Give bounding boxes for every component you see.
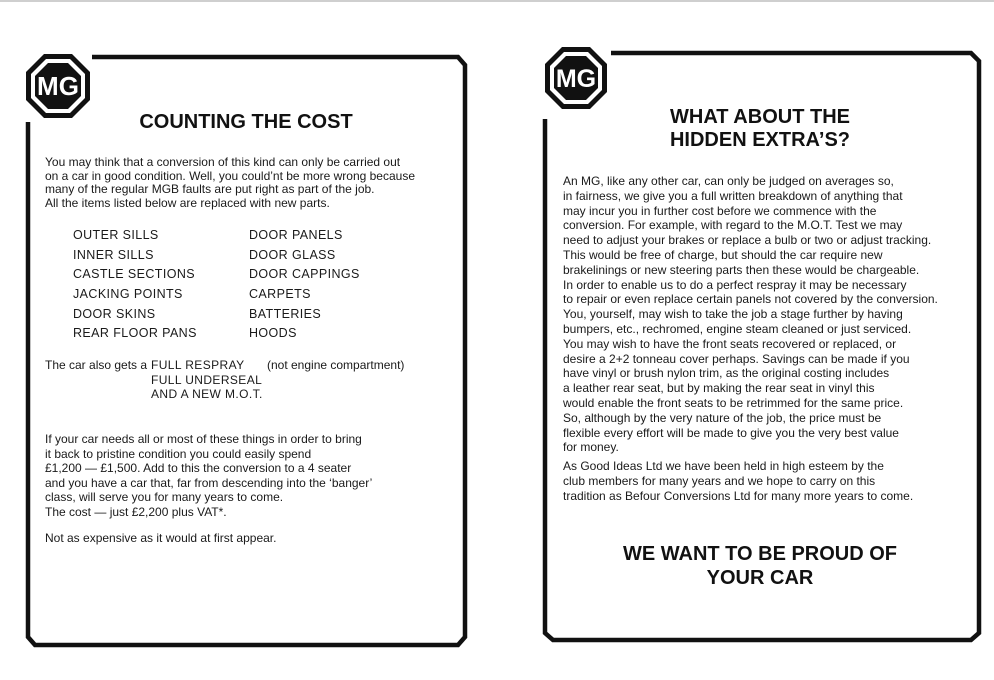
also-item: FULL UNDERSEAL	[151, 372, 263, 387]
parts-column-right	[249, 226, 360, 344]
text-line: flexible every effort will be made to give you the very best value	[563, 425, 899, 440]
text-line: and you have a car that, far from descending into the ‘banger’	[45, 475, 373, 490]
list-item: BATTERIES	[249, 306, 322, 321]
text-line: £1,200 — £1,500. Add to this the conversion to a 4 seater	[45, 461, 352, 475]
intro-paragraph	[45, 156, 455, 211]
text-line: for money.	[563, 440, 619, 455]
scan-top-edge	[0, 0, 994, 2]
list-item: DOOR GLASS	[249, 247, 336, 262]
headline-line: YOUR CAR	[706, 567, 814, 589]
text-line: to repair or even replace certain panels not covered by the conversion.	[563, 292, 938, 307]
cost-paragraph	[45, 432, 455, 519]
text-line: need to adjust your brakes or replace a bulb or two or adjust tracking.	[563, 233, 932, 248]
list-item: JACKING POINTS	[73, 287, 183, 302]
mg-logo-text: MG	[37, 71, 79, 101]
closing-line	[45, 532, 445, 546]
headline-line: WE WANT TO BE PROUD OF	[622, 543, 898, 565]
text-line: on a car in good condition. Well, you could’nt be more wrong because	[45, 168, 416, 183]
text-line: bumpers, etc., rechromed, engine steam cleaned or just serviced.	[563, 321, 912, 336]
text-line: tradition as Befour Conversions Ltd for many more years to come.	[563, 488, 914, 503]
text-line: it back to pristine condition you could easily spend	[45, 446, 312, 461]
text-line: Not as expensive as it would at first appear.	[45, 531, 277, 545]
also-note: (not engine compartment)	[267, 358, 405, 372]
list-item: DOOR CAPPINGS	[249, 267, 360, 282]
text-line: In order to enable us to do a perfect respray it may be necessary	[563, 277, 907, 292]
list-item: HOODS	[249, 326, 297, 341]
parts-column-left	[73, 226, 197, 344]
page-title: COUNTING THE COST	[139, 111, 353, 133]
text-line: desire a 2+2 tonneau cover perhaps. Savings can be made if you	[563, 351, 910, 366]
page-title	[600, 106, 920, 152]
text-line: The cost — just £2,200 plus VAT*.	[45, 504, 227, 519]
text-line: You may think that a conversion of this kind can only be carried out	[45, 155, 401, 169]
also-item: AND A NEW M.O.T.	[151, 387, 263, 401]
text-line: This would be free of charge, but should the car require new	[563, 247, 883, 262]
text-line: As Good Ideas Ltd we have been held in high esteem by the	[563, 459, 884, 473]
text-line: would enable the front seats to be retrimmed for the same price.	[563, 395, 904, 410]
mg-logo-text: MG	[555, 65, 597, 93]
text-line: An MG, like any other car, can only be judged on averages so,	[563, 174, 894, 188]
text-line: All the items listed below are replaced with new parts.	[45, 196, 330, 211]
also-gets-block	[45, 358, 445, 402]
list-item: INNER SILLS	[73, 247, 154, 262]
text-line: brakelinings or new steering parts then these would be chargeable.	[563, 262, 920, 277]
list-item: DOOR PANELS	[249, 228, 343, 242]
closing-headline	[580, 542, 940, 590]
list-item: CASTLE SECTIONS	[73, 267, 195, 282]
esteem-paragraph	[563, 459, 973, 503]
title-line: WHAT ABOUT THE	[670, 106, 850, 128]
also-item: FULL RESPRAY	[151, 358, 245, 372]
left-page	[24, 54, 468, 649]
text-line: You, yourself, may wish to take the job a stage further by having	[563, 307, 903, 322]
text-line: may incur you in further cost before we commence with the	[563, 203, 877, 218]
list-item: CARPETS	[249, 287, 311, 302]
text-line: class, will serve you for many years to come.	[45, 490, 284, 504]
title-line: HIDDEN EXTRA’S?	[669, 129, 851, 151]
text-line: So, although by the very nature of the job, the price must be	[563, 410, 882, 425]
mg-logo	[24, 52, 92, 120]
list-item: DOOR SKINS	[73, 306, 156, 321]
mg-logo	[543, 45, 609, 111]
list-item: REAR FLOOR PANS	[73, 326, 197, 341]
text-line: conversion. For example, with regard to the M.O.T. Test we may	[563, 218, 903, 233]
text-line: in fairness, we give you a full written breakdown of anything that	[563, 188, 903, 203]
breakdown-paragraph	[563, 174, 973, 455]
left-page-border	[24, 54, 468, 649]
text-line: You may wish to have the front seats recovered or replaced, or	[563, 336, 897, 351]
replaced-parts-list	[73, 226, 393, 346]
text-line: club members for many years and we hope to carry on this	[563, 473, 876, 488]
text-line: many of the regular MGB faults are put right as part of the job.	[45, 182, 375, 197]
text-line: have vinyl or brush nylon trim, as the original costing includes	[563, 366, 890, 381]
text-line: If your car needs all or most of these things in order to bring	[45, 432, 362, 446]
text-line: a leather rear seat, but by making the rear seat in vinyl this	[563, 381, 875, 396]
also-prefix: The car also gets a	[45, 358, 148, 372]
list-item: OUTER SILLS	[73, 228, 159, 242]
